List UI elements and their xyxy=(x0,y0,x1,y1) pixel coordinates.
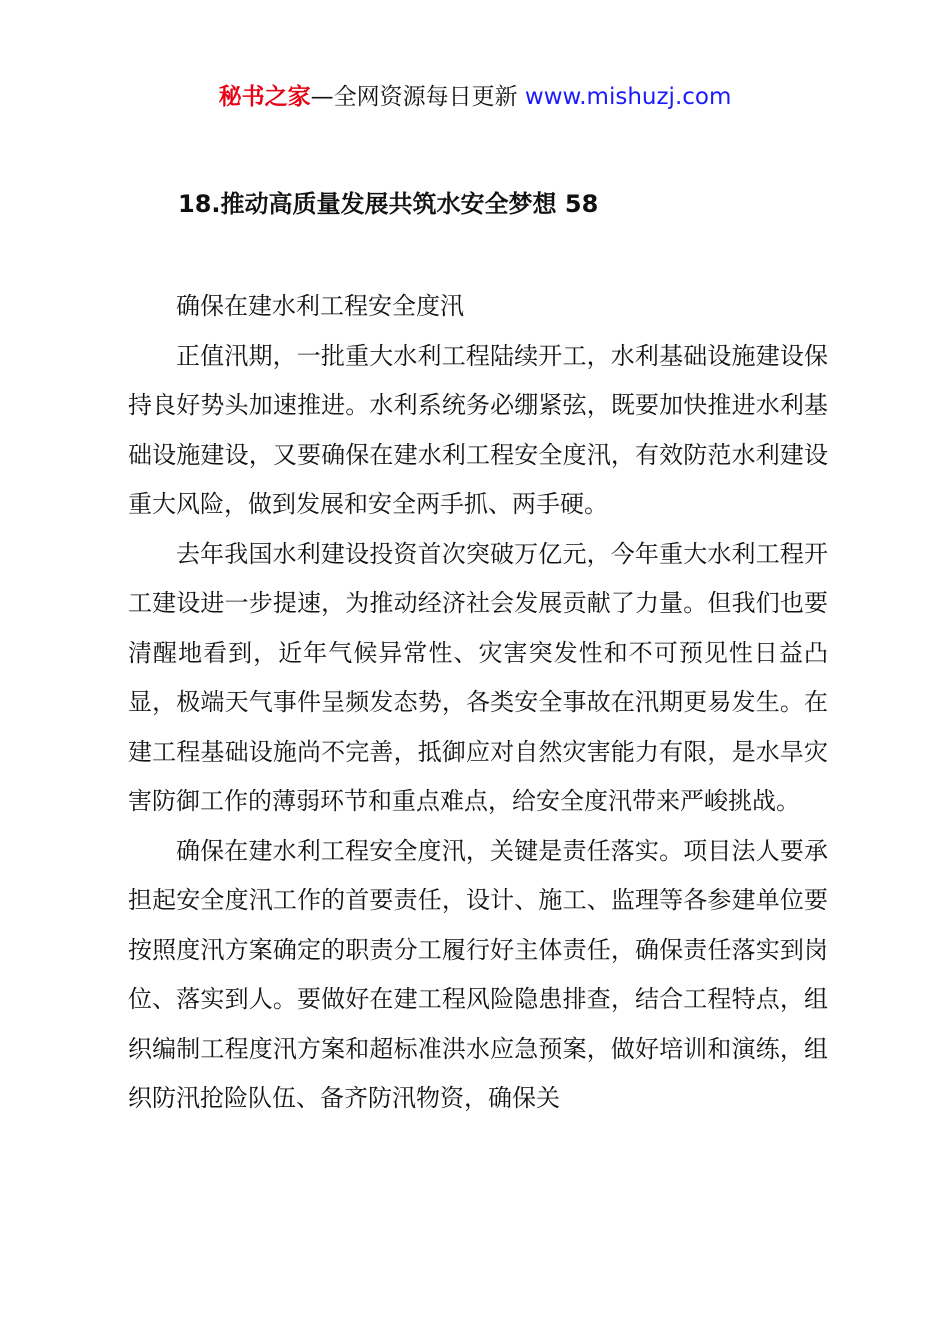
section-heading: 确保在建水利工程安全度汛 xyxy=(176,292,464,320)
site-header xyxy=(0,80,950,114)
document-body xyxy=(128,282,828,1124)
site-url-link[interactable]: www.mishuzj.com xyxy=(524,84,732,110)
brand-name: 秘书之家 xyxy=(218,84,311,110)
body-paragraph: 正值汛期，一批重大水利工程陆续开工，水利基础设施建设保持良好势头加速推进。水利系统务必绷紧弦，既要加快推进水利基础设施建设，又要确保在建水利工程安全度汛，有效防范水利建设重大风险，做到发展和安全两手抓、两手硬。 xyxy=(128,341,828,518)
header-tagline: —全网资源每日更新 xyxy=(310,84,525,110)
document-title: 18.推动高质量发展共筑水安全梦想 58 xyxy=(178,190,599,218)
body-paragraph: 去年我国水利建设投资首次突破万亿元，今年重大水利工程开工建设进一步提速，为推动经济社会发展贡献了力量。但我们也要清醒地看到，近年气候异常性、灾害突发性和不可预见性日益凸显，极端天气事件呈频发态势，各类安全事故在汛期更易发生。在建工程基础设施尚不完善，抵御应对自然灾害能力有限，是水旱灾害防御工作的薄弱环节和重点难点，给安全度汛带来严峻挑战。 xyxy=(128,539,828,815)
body-paragraph: 确保在建水利工程安全度汛，关键是责任落实。项目法人要承担起安全度汛工作的首要责任，设计、施工、监理等各参建单位要按照度汛方案确定的职责分工履行好主体责任，确保责任落实到岗位、落实到人。要做好在建工程风险隐患排查，结合工程特点，组织编制工程度汛方案和超标准洪水应急预案，做好培训和演练，组织防汛抢险队伍、备齐防汛物资，确保关 xyxy=(128,836,828,1112)
